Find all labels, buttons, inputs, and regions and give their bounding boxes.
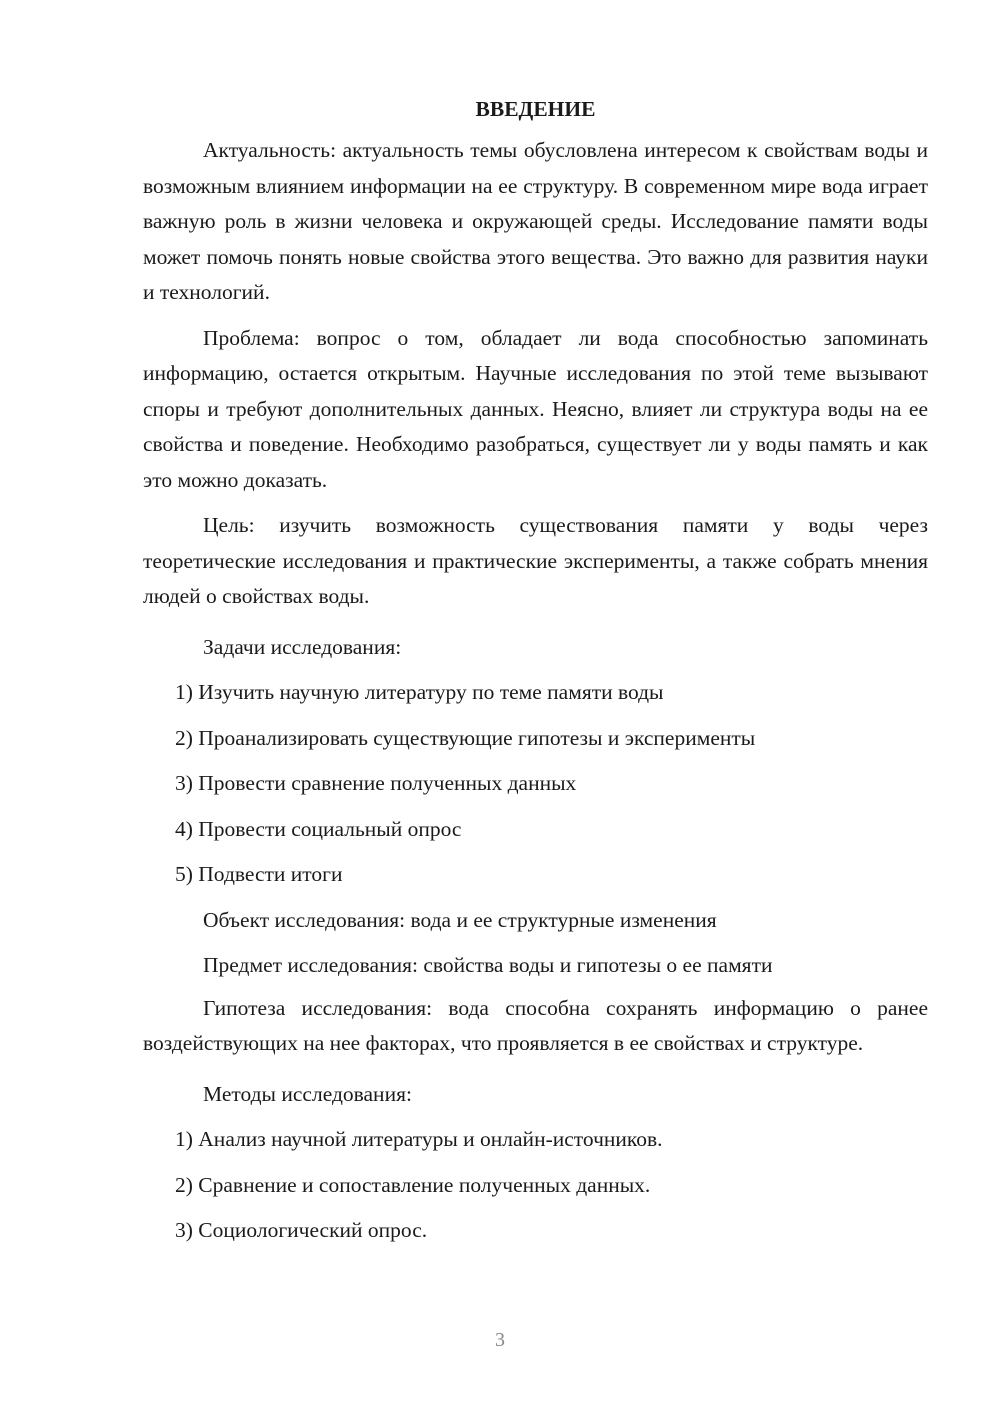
task-item: 5) Подвести итоги — [175, 862, 343, 886]
goal-paragraph: Цель: изучить возможность существования памяти у воды через теоретические исследования и практические эксперименты, а также собрать мнения людей о свойствах воды. — [143, 513, 928, 608]
task-item: 3) Провести сравнение полученных данных — [175, 771, 577, 795]
tasks-heading: Задачи исследования: — [203, 634, 402, 659]
method-item: 1) Анализ научной литературы и онлайн-источников. — [175, 1127, 663, 1151]
hypothesis-paragraph: Гипотеза исследования: вода способна сохранять информацию о ранее воздействующих на нее факторах, что проявляется в ее свойствах и структуре. — [143, 995, 928, 1055]
document-page — [143, 92, 928, 1254]
object-line: Объект исследования: вода и ее структурные изменения — [203, 907, 717, 932]
task-item: 2) Проанализировать существующие гипотезы и эксперименты — [175, 725, 756, 750]
page-number: 3 — [495, 1329, 505, 1351]
task-item: 4) Провести социальный опрос — [175, 816, 462, 841]
method-item: 3) Социологический опрос. — [175, 1218, 428, 1242]
method-item: 2) Сравнение и сопоставление полученных данных. — [175, 1172, 651, 1197]
subject-line: Предмет исследования: свойства воды и гипотезы о ее памяти — [203, 953, 773, 977]
problem-paragraph: Проблема: вопрос о том, обладает ли вода способностью запоминать информацию, остается открытым. Научные исследования по этой теме вызывают споры и требуют дополнительных данных. Неясно, влияет ли структура воды на ее свойства и поведение. Необходимо разобраться, существует ли у воды память и как это можно доказать. — [143, 325, 928, 492]
section-title: ВВЕДЕНИЕ — [475, 97, 596, 121]
relevance-paragraph: Актуальность: актуальность темы обусловлена интересом к свойствам воды и возможным влиянием информации на ее структуру. В современном мире вода играет важную роль в жизни человека и окружающей среды. Исследование памяти воды может помочь понять новые свойства этого вещества. Это важно для развития науки и технологий. — [143, 138, 928, 304]
methods-heading: Методы исследования: — [203, 1081, 412, 1106]
task-item: 1) Изучить научную литературу по теме памяти воды — [175, 680, 664, 704]
